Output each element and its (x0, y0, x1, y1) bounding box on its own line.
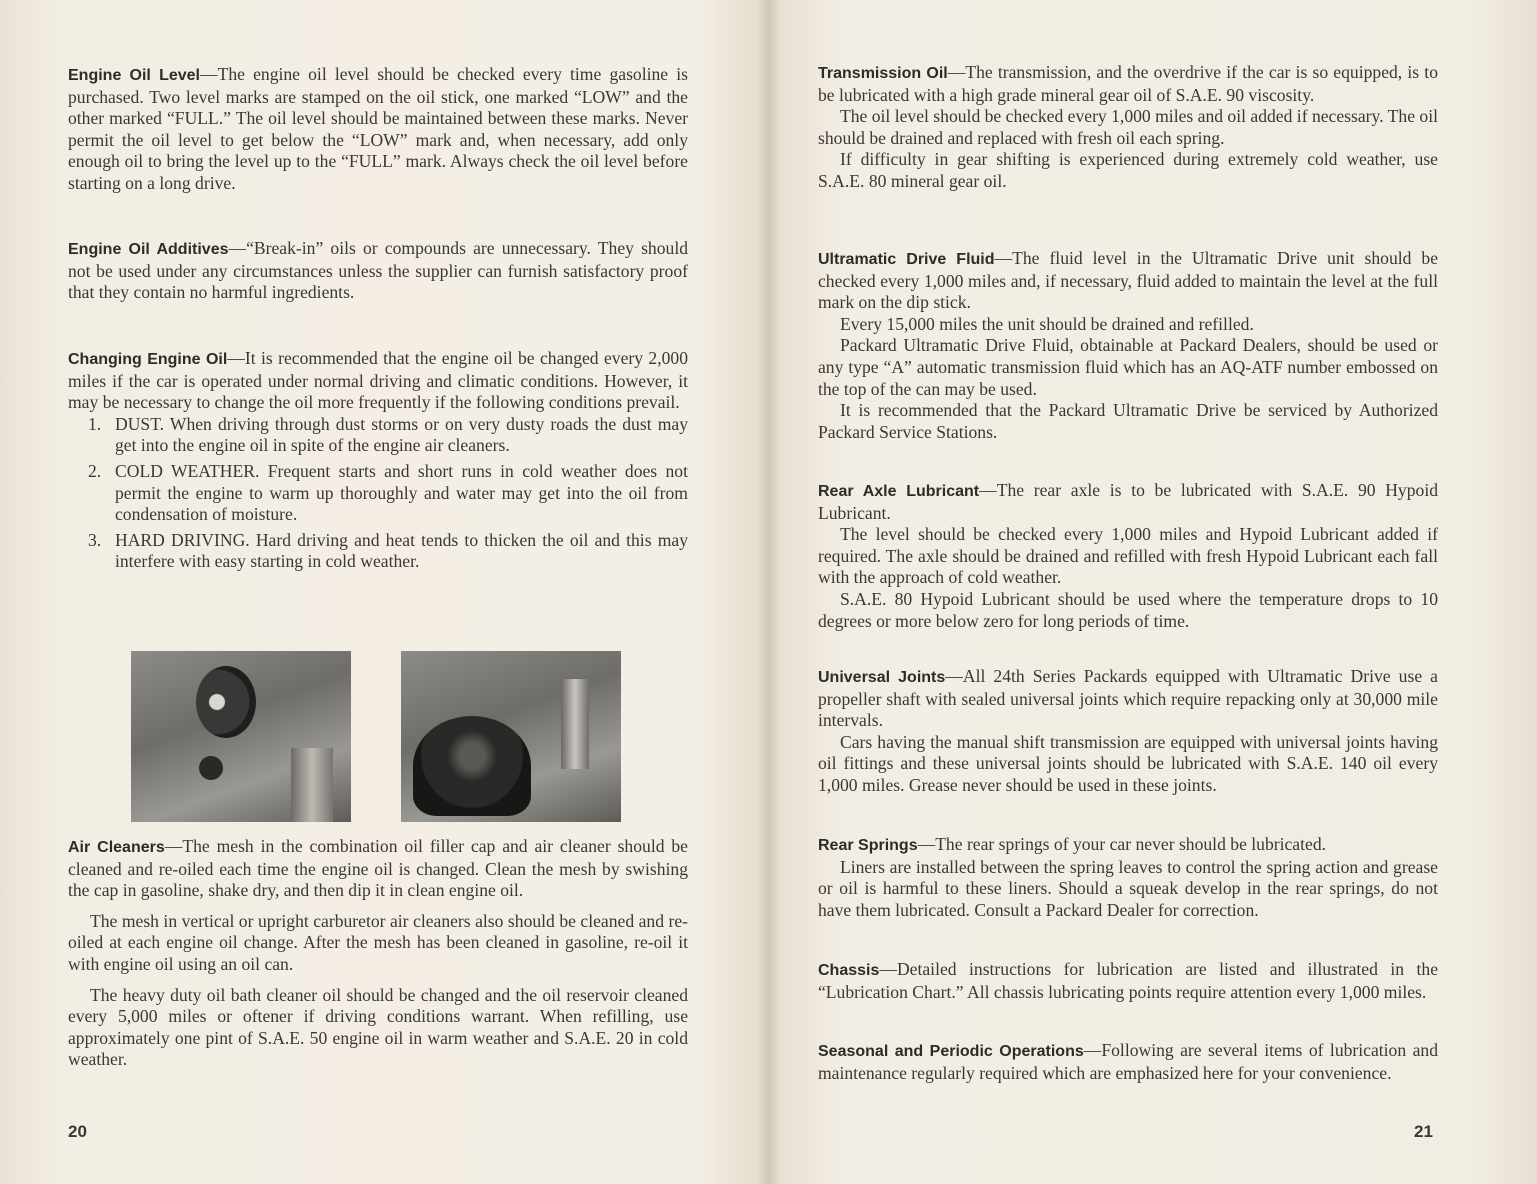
section-seasonal-operations (818, 1040, 1438, 1084)
paragraph: Liners are installed between the spring leaves to control the spring action and grease or oil is harmful to these liners. Should a squeak develop in the rear springs, do not have them lubricated. Consult a Packard Dealer for correction. (818, 856, 1438, 920)
paragraph: S.A.E. 80 Hypoid Lubricant should be used where the temperature drops to 10 degrees or more below zero for long periods of time. (818, 588, 1438, 631)
photo-oil-bath-air-cleaner (401, 651, 621, 822)
paragraph: It is recommended that the Packard Ultramatic Drive be serviced by Authorized Packard Service Stations. (818, 400, 1438, 442)
section-changing-engine-oil (68, 348, 688, 577)
list-number: 3. (88, 529, 102, 550)
paragraph: Every 15,000 miles the unit should be drained and refilled. (840, 313, 1254, 334)
list-text: HARD DRIVING. Hard driving and heat tends to thicken the oil and this may interfere with easy starting in cold weather. (115, 529, 688, 572)
paragraph: Packard Ultramatic Drive Fluid, obtainable at Packard Dealers, should be used or any type “A” automatic transmission fluid which has an AQ-ATF number embossed on the top of the can may be used. (818, 335, 1438, 399)
list-item (68, 461, 688, 526)
list-text: COLD WEATHER. Frequent starts and short runs in cold weather does not permit the engine to warm up thoroughly and water may get into the oil from condensation of moisture. (115, 460, 688, 525)
page-number-right: 21 (1414, 1122, 1433, 1141)
section-ultramatic-drive-fluid (818, 248, 1438, 443)
section-heading: Seasonal and Periodic Operations (818, 1043, 1084, 1060)
section-universal-joints (818, 666, 1438, 797)
section-rear-springs (818, 834, 1438, 921)
section-text: —The rear axle is to be lubricated with S.A.E. 90 Hypoid Lubricant. (818, 480, 1439, 523)
section-heading: Engine Oil Additives (68, 241, 229, 258)
section-text: —Following are several items of lubrication and maintenance regularly required which are emphasized here for your convenience. (818, 1040, 1438, 1083)
page-number-left: 20 (68, 1122, 87, 1141)
photo-oil-filler-cap (131, 651, 351, 822)
section-chassis (818, 959, 1438, 1003)
section-text: —Detailed instructions for lubrication are listed and illustrated in the “Lubrication Chart.” All chassis lubricating points require attention every 1,000 miles. (818, 959, 1438, 1002)
section-heading: Chassis (818, 962, 880, 979)
conditions-list (68, 414, 688, 573)
section-text: —The rear springs of your car never should be lubricated. (917, 834, 1327, 854)
section-air-cleaners (68, 836, 688, 1071)
section-engine-oil-level (68, 64, 688, 195)
section-text: —“Break-in” oils or compounds are unnecessary. They should not be used under any circumstances unless the supplier can furnish satisfactory proof that they contain no harmful ingredients. (68, 238, 688, 303)
paragraph: The level should be checked every 1,000 miles and Hypoid Lubricant added if required. The axle should be drained and refilled with fresh Hypoid Lubricant each fall with the approach of cold weather. (818, 524, 1438, 588)
section-heading: Air Cleaners (68, 839, 165, 856)
list-text: DUST. When driving through dust storms or on very dusty roads the dust may get into the engine oil in spite of the engine air cleaners. (115, 413, 688, 456)
section-transmission-oil (818, 62, 1438, 193)
section-text: —All 24th Series Packards equipped with Ultramatic Drive use a propeller shaft with sealed universal joints which require repacking only at 30,000 mile intervals. (818, 666, 1438, 731)
list-number: 1. (88, 413, 102, 434)
paragraph: The mesh in vertical or upright carburetor air cleaners also should be cleaned and re-oiled at each engine oil change. After the mesh has been cleaned in gasoline, re-oil it with engine oil using an oil can. (68, 910, 688, 974)
section-engine-oil-additives (68, 238, 688, 304)
list-item (68, 530, 688, 573)
section-rear-axle-lubricant (818, 480, 1438, 632)
paragraph: If difficulty in gear shifting is experienced during extremely cold weather, use S.A.E. 80 mineral gear oil. (818, 149, 1438, 191)
paragraph: The oil level should be checked every 1,000 miles and oil added if necessary. The oil should be drained and replaced with fresh oil each spring. (818, 106, 1438, 148)
section-heading: Changing Engine Oil (68, 351, 228, 368)
paragraph: Cars having the manual shift transmission are equipped with universal joints having oil fittings and these universal joints should be lubricated with S.A.E. 140 oil every 1,000 miles. Grease never should be used in these joints. (818, 731, 1438, 795)
section-heading: Rear Springs (818, 837, 918, 854)
section-text: —The engine oil level should be checked every time gasoline is purchased. Two level marks are stamped on the oil stick, one marked “LOW” and the other marked “FULL.” The oil level should be maintained between these marks. Never permit the oil level to get below the “LOW” mark and, when necessary, add only enough oil to bring the level up to the “FULL” mark. Always check the oil level before starting on a long drive. (68, 64, 688, 193)
section-text: —The mesh in the combination oil filler cap and air cleaner should be cleaned and re-oiled each time the engine oil is changed. Clean the mesh by swishing the cap in gasoline, shake dry, and then dip it in clean engine oil. (68, 836, 688, 901)
section-text: —The fluid level in the Ultramatic Drive unit should be checked every 1,000 miles and, if necessary, fluid added to maintain the level at the full mark on the dip stick. (818, 248, 1438, 313)
section-heading: Rear Axle Lubricant (818, 483, 980, 500)
section-text: —The transmission, and the overdrive if the car is so equipped, is to be lubricated with a high grade mineral gear oil of S.A.E. 90 viscosity. (818, 62, 1438, 105)
section-heading: Transmission Oil (818, 65, 948, 82)
list-number: 2. (88, 460, 102, 481)
section-heading: Ultramatic Drive Fluid (818, 251, 995, 268)
section-heading: Engine Oil Level (68, 67, 200, 84)
paragraph: The heavy duty oil bath cleaner oil should be changed and the oil reservoir cleaned every 5,000 miles or oftener if driving conditions warrant. When refilling, use approximately one pint of S.A.E. 50 engine oil in warm weather and S.A.E. 20 in cold weather. (68, 984, 688, 1070)
list-item (68, 414, 688, 457)
section-heading: Universal Joints (818, 669, 946, 686)
section-text: —It is recommended that the engine oil be changed every 2,000 miles if the car is operated under normal driving and climatic conditions. However, it may be necessary to change the oil more frequently if the following conditions prevail. (68, 348, 689, 413)
